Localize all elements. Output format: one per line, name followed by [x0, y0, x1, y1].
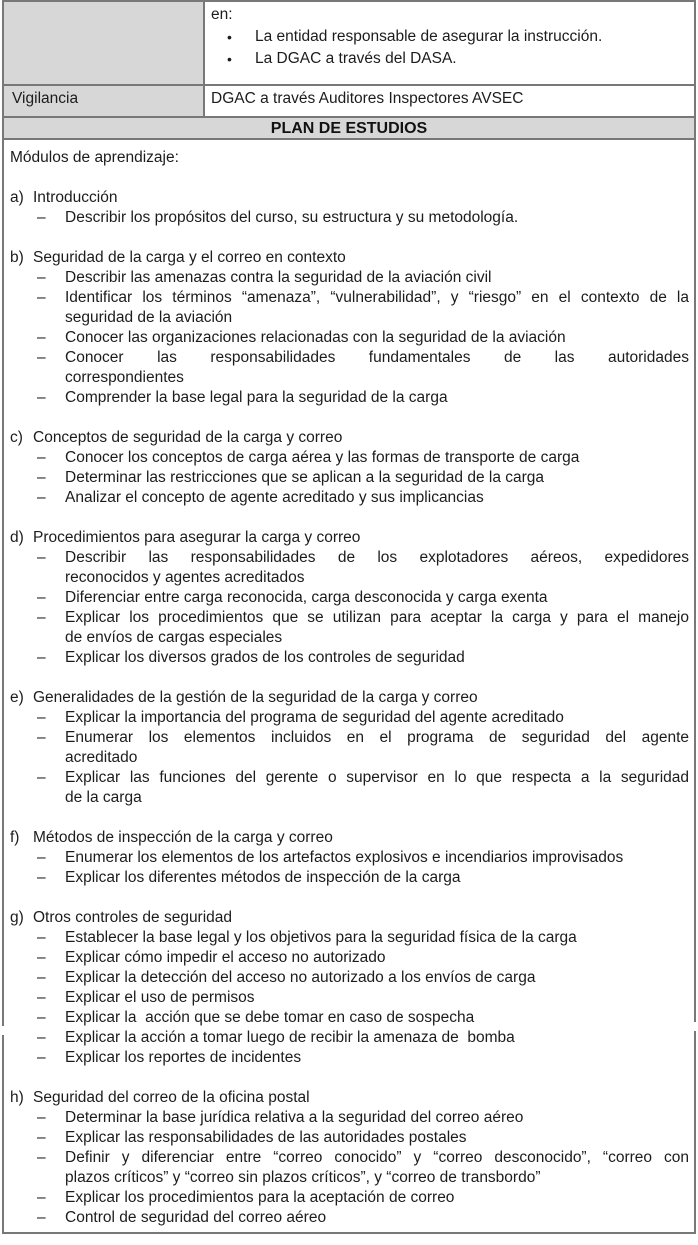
- module-title: Métodos de inspección de la carga y correo: [33, 829, 333, 846]
- module-title: Seguridad del correo de la oficina postal: [33, 1089, 310, 1106]
- module-title: Procedimientos para asegurar la carga y correo: [33, 529, 361, 546]
- list-item-text: La entidad responsable de asegurar la instrucción.: [255, 28, 603, 45]
- list-item-text: La DGAC a través del DASA.: [255, 50, 457, 67]
- dash-bullet-icon: –: [37, 849, 46, 866]
- objective-line: Explicar las funciones del gerente o supervisor en lo que respecta a la seguridad: [65, 769, 689, 786]
- dash-bullet-icon: –: [37, 269, 46, 286]
- modules-intro-text: Módulos de aprendizaje:: [10, 149, 179, 166]
- document-table: [2, 0, 696, 1234]
- list-item: [211, 26, 688, 48]
- objective-line: de envíos de cargas especiales: [65, 629, 283, 646]
- objective-line: Conocer las responsabilidades fundamentales de las autoridades: [65, 349, 689, 366]
- objective-line: de la carga: [65, 789, 142, 806]
- module-objective: [37, 488, 689, 508]
- dash-bullet-icon: –: [37, 1189, 46, 1206]
- dash-bullet-icon: –: [37, 209, 46, 226]
- modules-list: [10, 188, 689, 1228]
- row-label-cell: Vigilancia: [4, 86, 205, 116]
- objective-text: [65, 288, 689, 328]
- bullet-list: [211, 26, 688, 70]
- module-objective: [37, 348, 689, 388]
- list-item: [211, 48, 688, 70]
- dash-bullet-icon: –: [37, 329, 46, 346]
- objective-text: Describir los propósitos del curso, su estructura y su metodología.: [65, 209, 519, 226]
- module-objective: [37, 448, 689, 468]
- objective-text: Explicar los diferentes métodos de inspección de la carga: [65, 869, 461, 886]
- module: [10, 908, 689, 1068]
- module-objective: [37, 948, 689, 968]
- objective-text: Explicar los reportes de incidentes: [65, 1049, 302, 1066]
- bullet-icon: •: [227, 29, 232, 45]
- objective-line: acreditado: [65, 749, 138, 766]
- objective-text: Conocer los conceptos de carga aérea y las formas de transporte de carga: [65, 449, 580, 466]
- objective-text: Conocer las organizaciones relacionadas con la seguridad de la aviación: [65, 329, 566, 346]
- cell-intro-text: en:: [211, 6, 233, 23]
- module-objective: [37, 1028, 689, 1048]
- module-letter: c): [10, 429, 23, 446]
- objective-text: Explicar la acción que se debe tomar en caso de sospecha: [65, 1009, 475, 1026]
- dash-bullet-icon: –: [37, 1009, 46, 1026]
- objective-text: Explicar las responsabilidades de las autoridades postales: [65, 1129, 467, 1146]
- page-break-gap-left: [2, 1026, 8, 1035]
- objective-line: Describir las responsabilidades de los explotadores aéreos, expedidores: [65, 549, 689, 566]
- module-heading: [10, 688, 689, 708]
- table-row-responsibility: [4, 2, 694, 86]
- objective-text: [65, 768, 689, 808]
- objective-text: Diferenciar entre carga reconocida, carga desconocida y carga exenta: [65, 589, 548, 606]
- module-objective: [37, 1208, 689, 1228]
- module: [10, 188, 689, 228]
- objective-line: correspondientes: [65, 369, 184, 386]
- dash-bullet-icon: –: [37, 869, 46, 886]
- module-letter: e): [10, 689, 24, 706]
- objective-line: Identificar los términos “amenaza”, “vulnerabilidad”, y “riesgo” en el contexto de la: [65, 289, 689, 306]
- module-objective: [37, 1108, 689, 1128]
- module-title: Conceptos de seguridad de la carga y correo: [33, 429, 343, 446]
- dash-bullet-icon: –: [37, 1129, 46, 1146]
- dash-bullet-icon: –: [37, 1209, 46, 1226]
- dash-bullet-icon: –: [37, 449, 46, 466]
- module-objective: [37, 288, 689, 328]
- module-objective: [37, 768, 689, 808]
- module-title: Otros controles de seguridad: [33, 909, 233, 926]
- module-title: Introducción: [33, 189, 118, 206]
- module-heading: [10, 1088, 689, 1108]
- module-objective: [37, 1008, 689, 1028]
- module: [10, 1088, 689, 1228]
- dash-bullet-icon: –: [37, 489, 46, 506]
- module-letter: f): [10, 829, 20, 846]
- module-letter: g): [10, 909, 24, 926]
- module-objective: [37, 328, 689, 348]
- module-heading: [10, 908, 689, 928]
- objective-line: Explicar los procedimientos que se utilizan para aceptar la carga y para el manejo: [65, 609, 689, 626]
- dash-bullet-icon: –: [37, 949, 46, 966]
- module-objective: [37, 968, 689, 988]
- module-objective: [37, 548, 689, 588]
- dash-bullet-icon: –: [37, 769, 46, 786]
- dash-bullet-icon: –: [37, 989, 46, 1006]
- dash-bullet-icon: –: [37, 469, 46, 486]
- module-objective: [37, 728, 689, 768]
- module-letter: h): [10, 1089, 24, 1106]
- module-title: Generalidades de la gestión de la seguridad de la carga y correo: [33, 689, 478, 706]
- module-objective: [37, 1048, 689, 1068]
- dash-bullet-icon: –: [37, 349, 46, 366]
- module-objective: [37, 388, 689, 408]
- bullet-icon: •: [227, 51, 232, 67]
- module-heading: [10, 428, 689, 448]
- objective-text: Determinar las restricciones que se aplican a la seguridad de la carga: [65, 469, 545, 486]
- objective-line: seguridad de la aviación: [65, 309, 233, 326]
- objective-line: Definir y diferenciar entre “correo conocido” y “correo desconocido”, “correo con: [65, 1149, 689, 1166]
- dash-bullet-icon: –: [37, 1109, 46, 1126]
- module-heading: [10, 528, 689, 548]
- objective-text: Comprender la base legal para la seguridad de la carga: [65, 389, 448, 406]
- dash-bullet-icon: –: [37, 589, 46, 606]
- module-objective: [37, 1128, 689, 1148]
- row-value-cell: DGAC a través Auditores Inspectores AVSEC: [205, 86, 694, 116]
- module-objective: [37, 868, 689, 888]
- module-objective: [37, 588, 689, 608]
- module-title: Seguridad de la carga y el correo en contexto: [33, 249, 346, 266]
- module-objective: [37, 928, 689, 948]
- dash-bullet-icon: –: [37, 389, 46, 406]
- module-objective: [37, 608, 689, 648]
- dash-bullet-icon: –: [37, 289, 46, 306]
- module-objective: [37, 648, 689, 668]
- module-objective: [37, 708, 689, 728]
- page-break-gap-right: [690, 1022, 696, 1031]
- module-objective: [37, 468, 689, 488]
- dash-bullet-icon: –: [37, 549, 46, 566]
- module-objective: [37, 1188, 689, 1208]
- objective-text: [65, 608, 689, 648]
- objective-text: Explicar la acción a tomar luego de recibir la amenaza de bomba: [65, 1029, 515, 1046]
- module-letter: a): [10, 189, 24, 206]
- objective-text: Explicar los diversos grados de los controles de seguridad: [65, 649, 465, 666]
- objective-text: [65, 1148, 689, 1188]
- module-letter: d): [10, 529, 24, 546]
- module-heading: [10, 828, 689, 848]
- objective-text: [65, 348, 689, 388]
- dash-bullet-icon: –: [37, 709, 46, 726]
- objective-text: Establecer la base legal y los objetivos para la seguridad física de la carga: [65, 929, 577, 946]
- module: [10, 688, 689, 808]
- table-row-vigilancia: [4, 86, 694, 118]
- dash-bullet-icon: –: [37, 1149, 46, 1166]
- module-objective: [37, 988, 689, 1008]
- objective-text: Control de seguridad del correo aéreo: [65, 1209, 327, 1226]
- module: [10, 528, 689, 668]
- dash-bullet-icon: –: [37, 609, 46, 626]
- objective-text: Analizar el concepto de agente acreditado y sus implicancias: [65, 489, 484, 506]
- module: [10, 428, 689, 508]
- objective-text: Enumerar los elementos de los artefactos explosivos e incendiarios improvisados: [65, 849, 624, 866]
- objective-text: Determinar la base jurídica relativa a la seguridad del correo aéreo: [65, 1109, 524, 1126]
- dash-bullet-icon: –: [37, 649, 46, 666]
- section-header-title: PLAN DE ESTUDIOS: [4, 118, 694, 140]
- module-letter: b): [10, 249, 24, 266]
- dash-bullet-icon: –: [37, 929, 46, 946]
- dash-bullet-icon: –: [37, 1049, 46, 1066]
- objective-line: plazos críticos” y “correo sin plazos críticos”, y “correo de transbordo”: [65, 1169, 541, 1186]
- dash-bullet-icon: –: [37, 1029, 46, 1046]
- module-objective: [37, 1148, 689, 1188]
- row-label-cell-empty: [4, 2, 205, 84]
- objective-text: Explicar la importancia del programa de seguridad del agente acreditado: [65, 709, 564, 726]
- objective-line: reconocidos y agentes acreditados: [65, 569, 305, 586]
- module-objective: [37, 268, 689, 288]
- module-objective: [37, 848, 689, 868]
- objective-text: Explicar el uso de permisos: [65, 989, 255, 1006]
- row-value-cell: [205, 2, 694, 84]
- module: [10, 828, 689, 888]
- objective-text: Explicar cómo impedir el acceso no autorizado: [65, 949, 386, 966]
- objective-line: Enumerar los elementos incluidos en el programa de seguridad del agente: [65, 729, 689, 746]
- objective-text: [65, 548, 689, 588]
- module-heading: [10, 248, 689, 268]
- study-plan-cell: [4, 140, 694, 1234]
- module-heading: [10, 188, 689, 208]
- module: [10, 248, 689, 408]
- objective-text: [65, 728, 689, 768]
- objective-text: Explicar la detección del acceso no autorizado a los envíos de carga: [65, 969, 536, 986]
- dash-bullet-icon: –: [37, 969, 46, 986]
- objective-text: Explicar los procedimientos para la aceptación de correo: [65, 1189, 455, 1206]
- module-objective: [37, 208, 689, 228]
- dash-bullet-icon: –: [37, 729, 46, 746]
- objective-text: Describir las amenazas contra la seguridad de la aviación civil: [65, 269, 492, 286]
